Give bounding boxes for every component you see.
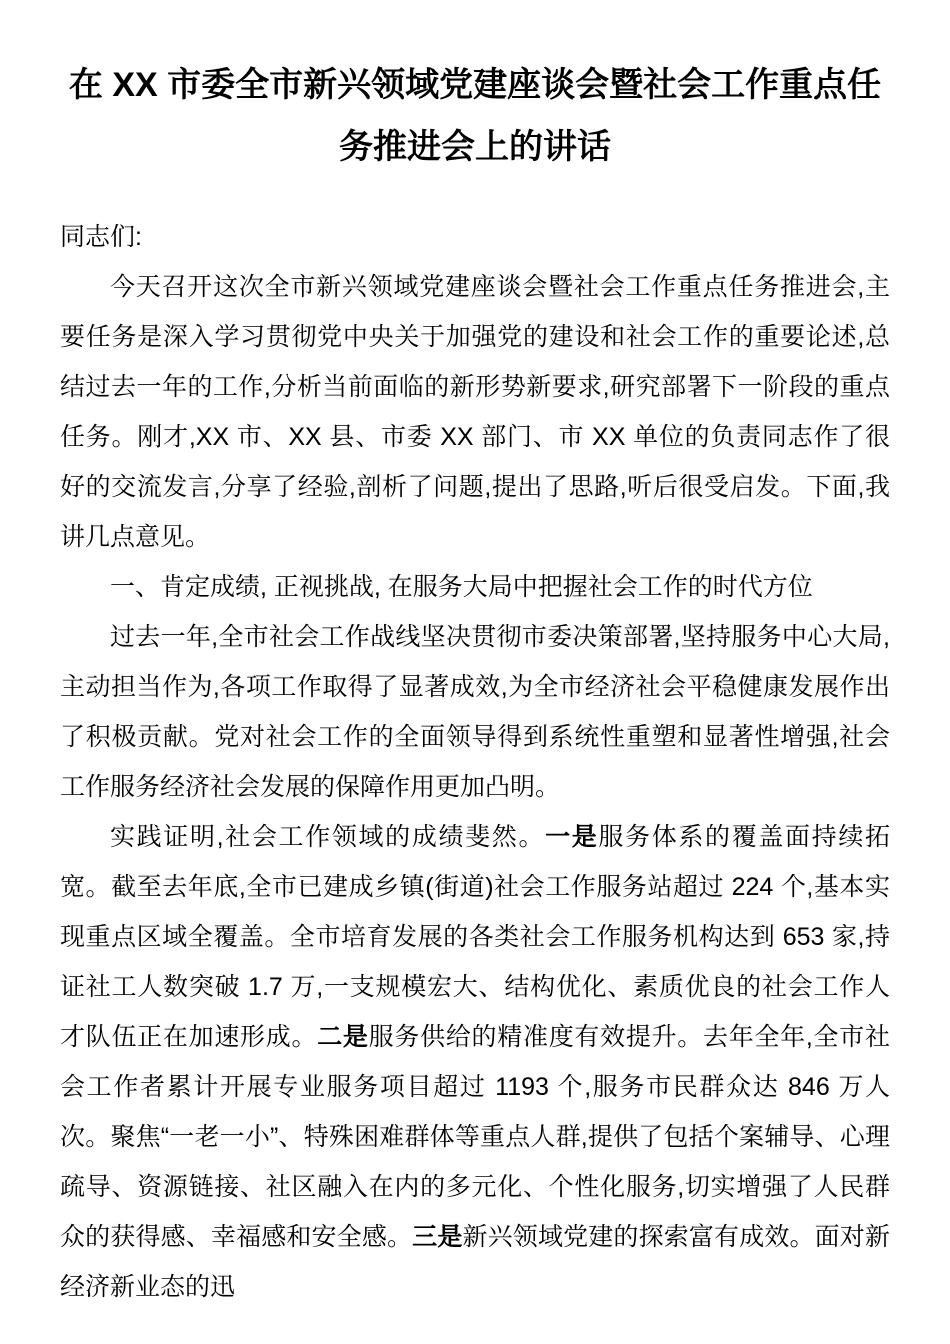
emphasis-run: 一是	[545, 823, 599, 851]
achievements-detail-paragraph	[60, 812, 890, 1312]
text-run: 新兴领域党建的探索富有成效。面对新经济新业态的迅	[60, 1223, 890, 1301]
section-1-heading	[60, 562, 890, 612]
text-run: 今天召开这次全市新兴领域党建座谈会暨社会工作重点任务推进会,主要任务是深入学习贯彻党中央关于加强党的建设和社会工作的重要论述,总结过去一年的工作,分析当前面临的新形势新要求,研究部署下一阶段的重点任务。刚才,XX 市、XX 县、市委 XX 部门、市 XX 单位的负责同志作了很好的交流发言,分享了经验,剖析了问题,提出了思路,听后很受启发。下面,我讲几点意见。	[60, 273, 890, 551]
achievements-overview-paragraph	[60, 612, 890, 812]
text-run: 同志们:	[60, 223, 142, 251]
emphasis-run: 二是	[317, 1023, 369, 1051]
text-run: 服务体系的覆盖面持续拓宽。截至去年底,全市已建成乡镇(街道)社会工作服务站超过 224 个,基本实现重点区域全覆盖。全市培育发展的各类社会工作服务机构达到 653 家,持证社工人数突破 1.7 万,一支规模宏大、结构优化、素质优良的社会工作人才队伍正在加速形成。	[60, 823, 890, 1051]
opening-paragraph	[60, 262, 890, 562]
text-run: 过去一年,全市社会工作战线坚决贯彻市委决策部署,坚持服务中心大局,主动担当作为,各项工作取得了显著成效,为全市经济社会平稳健康发展作出了积极贡献。党对社会工作的全面领导得到系统性重塑和显著性增强,社会工作服务经济社会发展的保障作用更加凸明。	[60, 623, 890, 801]
text-run: 一、肯定成绩, 正视挑战, 在服务大局中把握社会工作的时代方位	[110, 573, 813, 601]
document-title: 在 XX 市委全市新兴领域党建座谈会暨社会工作重点任务推进会上的讲话	[68, 66, 882, 166]
document-body	[60, 212, 890, 1312]
salutation	[60, 212, 890, 262]
text-run: 实践证明,社会工作领域的成绩斐然。	[110, 823, 546, 851]
emphasis-run: 三是	[412, 1223, 463, 1251]
text-run: 服务供给的精准度有效提升。去年全年,全市社会工作者累计开展专业服务项目超过 1193 个,服务市民群众达 846 万人次。聚焦“一老一小”、特殊困难群体等重点人群,提供了包括个案辅导、心理疏导、资源链接、社区融入在内的多元化、个性化服务,切实增强了人民群众的获得感、幸福感和安全感。	[60, 1023, 890, 1251]
